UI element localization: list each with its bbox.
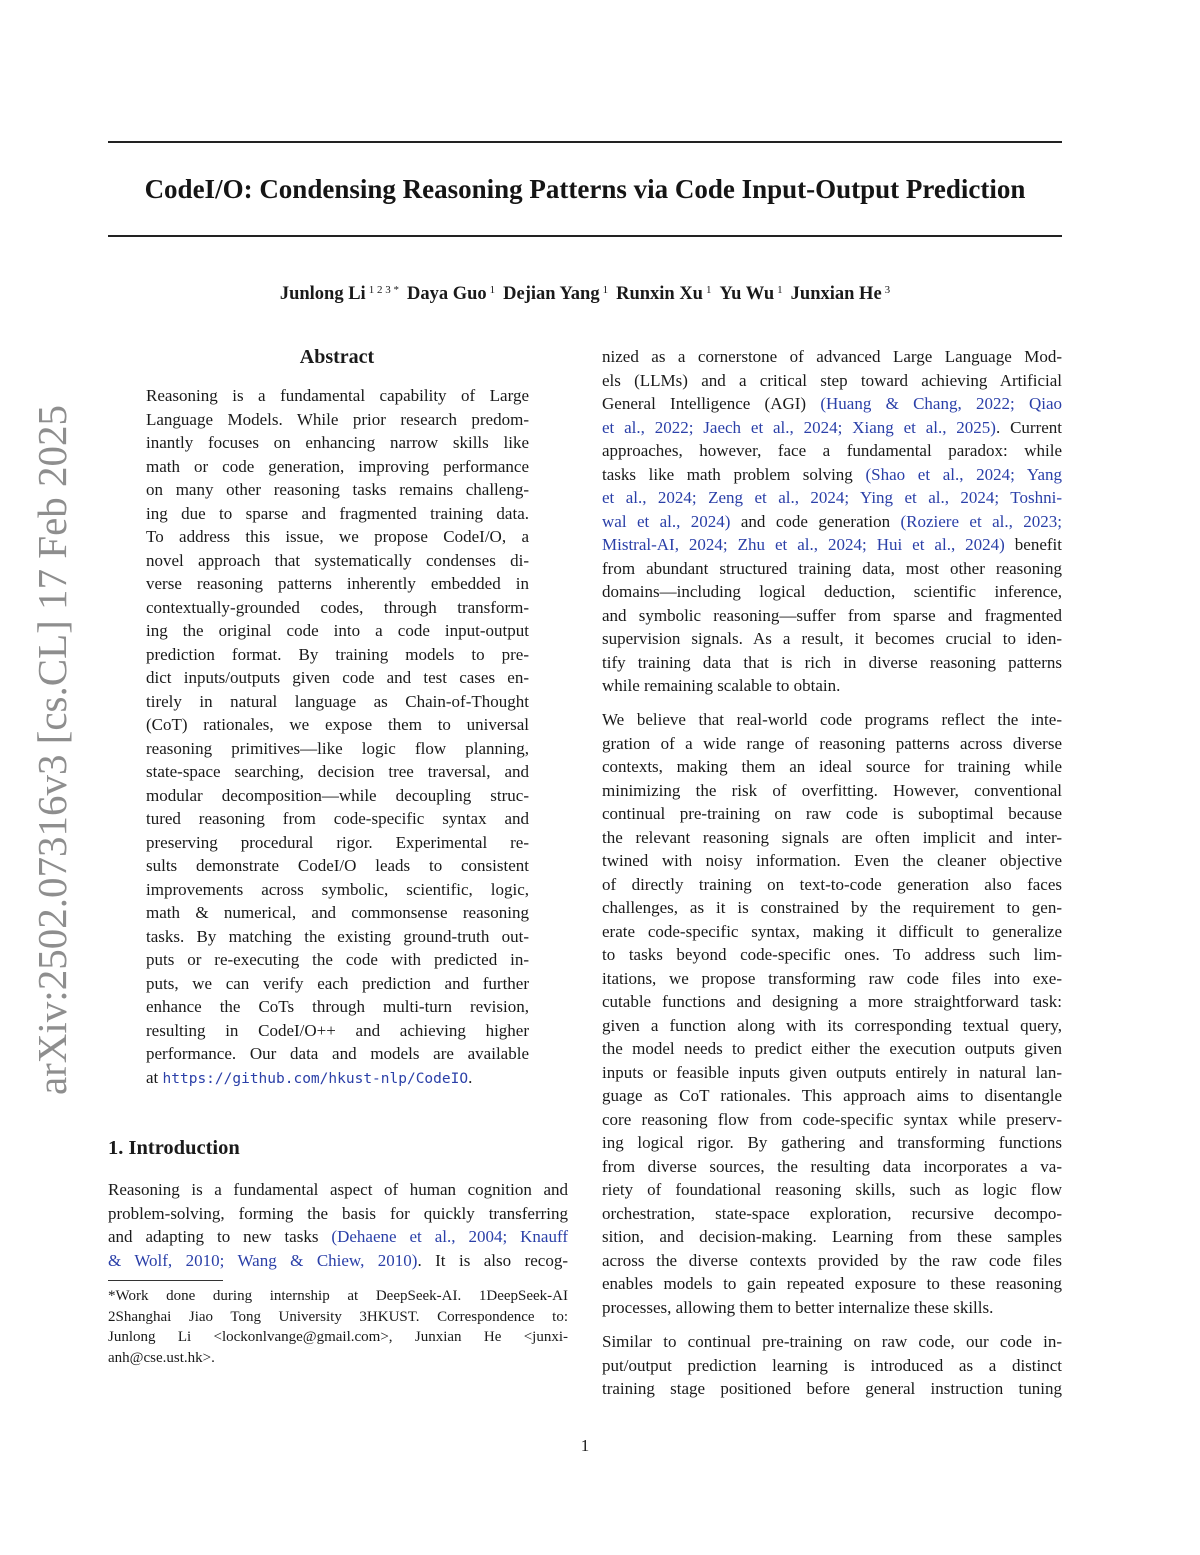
text-line: itations, we propose transforming raw code files into exe- bbox=[602, 968, 1062, 988]
citation-link[interactable]: (Roziere et al., 2023; bbox=[900, 511, 1062, 531]
text-line: sults demonstrate CodeI/O leads to consistent bbox=[146, 856, 529, 875]
text-line: prediction format. By training models to pre- bbox=[146, 644, 529, 664]
title-rule-top bbox=[108, 141, 1062, 143]
text-line: puts, we can verify each prediction and further bbox=[146, 973, 529, 993]
text-line: tify training data that is rich in diverse reasoning patterns bbox=[602, 652, 1062, 672]
text-line: twined with noisy information. Even the cleaner objective bbox=[602, 851, 1062, 870]
author-name-text: Junlong Li bbox=[279, 284, 366, 304]
citation-link[interactable]: Xiang et al., 2025) bbox=[852, 417, 996, 437]
author-name-text: Runxin Xu bbox=[616, 284, 703, 304]
footnote-divider bbox=[108, 1280, 223, 1281]
text-line: ing the original code into a code input-output bbox=[146, 621, 529, 640]
text-line: given a function along with its corresponding textual query, bbox=[602, 1015, 1062, 1035]
text-line: state-space searching, decision tree traversal, and bbox=[146, 762, 529, 781]
text-line: improvements across symbolic, scientific, logic, bbox=[146, 879, 529, 899]
citation-link[interactable]: Toshni- bbox=[1010, 488, 1062, 507]
text-fragment: . bbox=[468, 1067, 473, 1087]
text-line: domains—including logical deduction, scientific inference, bbox=[602, 582, 1062, 601]
author-name bbox=[719, 277, 782, 307]
footnote-line: 2Shanghai Jiao Tong University 3HKUST. Correspondence to: bbox=[108, 1308, 568, 1325]
text-line: contexts, making them an ideal source for training while bbox=[602, 757, 1062, 776]
author-name-text: Junxian He bbox=[790, 284, 882, 304]
citation-link[interactable]: Wang & Chiew, 2010) bbox=[237, 1250, 418, 1270]
footnote-line: anh@cse.ust.hk>. bbox=[108, 1349, 215, 1366]
abstract-heading: Abstract bbox=[299, 346, 375, 368]
title-rule-bottom bbox=[108, 235, 1062, 237]
text-line: Similar to continual pre-training on raw code, our code in- bbox=[602, 1332, 1062, 1351]
citation-link[interactable]: Qiao bbox=[1028, 394, 1062, 413]
citation-link[interactable]: Jaech et al., 2024; bbox=[703, 417, 843, 437]
text-line: ing due to sparse and fragmented training data. bbox=[146, 503, 529, 523]
text-line bbox=[146, 1066, 529, 1090]
citation-link[interactable]: et al., 2024; bbox=[602, 488, 697, 507]
text-line: preserving procedural rigor. Experimental re- bbox=[146, 832, 529, 852]
text-line: tasks like math problem solving (Shao et al., 2024; Yang bbox=[602, 464, 1063, 484]
text-line: To address this issue, we propose CodeI/O, a bbox=[146, 527, 529, 546]
text-line: erate code-specific syntax, making it difficult to generalize bbox=[602, 921, 1062, 941]
section-heading-introduction: 1. Introduction bbox=[108, 1137, 240, 1159]
text-line: math or code generation, improving performance bbox=[146, 456, 529, 476]
author-list bbox=[108, 277, 1062, 307]
citation-link[interactable]: Knauff bbox=[520, 1227, 568, 1246]
author-name bbox=[791, 277, 890, 307]
citation-link[interactable]: Mistral-AI, 2024; bbox=[602, 535, 728, 554]
abstract-body bbox=[146, 384, 529, 1089]
text-line: (CoT) rationales, we expose them to universal bbox=[146, 715, 529, 734]
author-affiliation-marker: 1 bbox=[489, 284, 496, 296]
citation-link[interactable]: (Shao et al., 2024; bbox=[865, 464, 1015, 484]
text-line: performance. Our data and models are available bbox=[146, 1044, 529, 1063]
text-line: sition, and decision-making. Learning from these samples bbox=[602, 1227, 1062, 1246]
author-name bbox=[503, 277, 608, 307]
text-line: from abundant structured training data, most other reasoning bbox=[602, 558, 1062, 578]
text-line: guage as CoT rationales. This approach aims to disentangle bbox=[602, 1086, 1062, 1105]
arxiv-identifier[interactable]: arXiv:2502.07316v3 [cs.CL] 17 Feb 2025 bbox=[29, 404, 75, 1096]
text-line: orchestration, state-space exploration, recursive decompo- bbox=[602, 1203, 1062, 1223]
footnote-line: *Work done during internship at DeepSeek-AI. 1DeepSeek-AI bbox=[108, 1288, 568, 1304]
author-name bbox=[280, 277, 399, 307]
text-line: continual pre-training on raw code is suboptimal because bbox=[602, 804, 1062, 823]
citation-link[interactable]: wal et al., 2024) bbox=[602, 511, 731, 531]
citation-link[interactable]: (Huang & Chang, 2022; bbox=[820, 394, 1015, 413]
text-line: tasks. By matching the existing ground-truth out- bbox=[146, 926, 529, 946]
citation-link[interactable]: Ying et al., 2024; bbox=[859, 488, 1000, 507]
text-line: the relevant reasoning signals are often implicit and inter- bbox=[602, 827, 1062, 847]
text-line: core reasoning flow from code-specific syntax while preserv- bbox=[602, 1109, 1062, 1129]
text-line: Language Models. While prior research predom- bbox=[146, 409, 529, 429]
text-line: inputs or feasible inputs given outputs entirely in natural lan- bbox=[602, 1062, 1062, 1082]
text-line: while remaining scalable to obtain. bbox=[602, 676, 841, 695]
text-line: novel approach that systematically condenses di- bbox=[146, 550, 529, 570]
text-line: General Intelligence (AGI) (Huang & Chang, 2022; Qiao bbox=[602, 394, 1062, 413]
citation-link[interactable]: Yang bbox=[1026, 464, 1063, 484]
right-column-paragraph-2 bbox=[602, 708, 1062, 1319]
text-line: modular decomposition—while decoupling struc- bbox=[146, 785, 529, 805]
text-fragment: at bbox=[146, 1067, 163, 1087]
footnote bbox=[108, 1286, 568, 1368]
text-line: riety of foundational reasoning skills, such as logic flow bbox=[602, 1180, 1062, 1199]
author-affiliation-marker: 3 bbox=[884, 284, 891, 296]
text-line: reasoning primitives—like logic flow planning, bbox=[146, 738, 529, 758]
citation-link[interactable]: Zeng et al., 2024; bbox=[708, 488, 850, 507]
text-line: resulting in CodeI/O++ and achieving higher bbox=[146, 1020, 529, 1040]
text-line: els (LLMs) and a critical step toward achieving Artificial bbox=[602, 370, 1062, 390]
text-line: puts or re-executing the code with predicted in- bbox=[146, 950, 529, 969]
right-column-paragraph-3 bbox=[602, 1330, 1062, 1401]
text-line: gration of a wide range of reasoning patterns across diverse bbox=[602, 733, 1062, 753]
text-line: put/output prediction learning is introduced as a distinct bbox=[602, 1355, 1062, 1375]
text-line: on many other reasoning tasks remains challeng- bbox=[146, 480, 529, 499]
text-line: challenges, as it is constrained by the requirement to gen- bbox=[602, 898, 1062, 917]
text-line: & Wolf, 2010; Wang & Chiew, 2010). It is also recog- bbox=[108, 1250, 568, 1270]
text-line: verse reasoning patterns inherently embedded in bbox=[146, 574, 529, 593]
text-line: tirely in natural language as Chain-of-Thought bbox=[146, 691, 529, 711]
citation-link[interactable]: et al., 2022; bbox=[602, 417, 694, 437]
author-affiliation-marker: 1 2 3 * bbox=[368, 284, 399, 296]
text-line: processes, allowing them to better internalize these skills. bbox=[602, 1297, 994, 1317]
text-line: Reasoning is a fundamental capability of Large bbox=[146, 386, 529, 405]
author-name bbox=[407, 277, 495, 307]
text-line: to tasks beyond code-specific ones. To address such lim- bbox=[602, 945, 1062, 964]
page-number: 1 bbox=[580, 1436, 590, 1455]
author-affiliation-marker: 1 bbox=[602, 284, 609, 296]
text-line: across the diverse contexts provided by the raw code files bbox=[602, 1250, 1062, 1270]
text-line: et al., 2022; Jaech et al., 2024; Xiang et al., 2025). Current bbox=[602, 417, 1062, 437]
text-line: math & numerical, and commonsense reasoning bbox=[146, 903, 529, 922]
text-line: problem-solving, forming the basis for quickly transferring bbox=[108, 1203, 568, 1223]
text-line: cutable functions and designing a more straightforward task: bbox=[602, 992, 1062, 1011]
text-line: approaches, however, face a fundamental paradox: while bbox=[602, 441, 1062, 460]
text-line: and adapting to new tasks (Dehaene et al., 2004; Knauff bbox=[108, 1227, 568, 1246]
text-line: the model needs to predict either the execution outputs given bbox=[602, 1039, 1062, 1058]
text-line: inantly focuses on enhancing narrow skills like bbox=[146, 433, 529, 452]
text-line bbox=[602, 486, 1062, 510]
text-line: supervision signals. As a result, it becomes crucial to iden- bbox=[602, 629, 1062, 648]
github-link[interactable]: https://github.com/hkust-nlp/CodeIO bbox=[162, 1070, 469, 1087]
author-name-text: Yu Wu bbox=[719, 284, 775, 304]
text-line: enables models to gain repeated exposure to these reasoning bbox=[602, 1274, 1062, 1293]
citation-link[interactable]: & Wolf, 2010; bbox=[108, 1250, 225, 1270]
text-line: of directly training on text-to-code generation also faces bbox=[602, 874, 1062, 894]
text-line: We believe that real-world code programs reflect the inte- bbox=[602, 710, 1062, 729]
author-name bbox=[616, 277, 711, 307]
text-line: Reasoning is a fundamental aspect of human cognition and bbox=[108, 1180, 568, 1199]
text-line: Mistral-AI, 2024; Zhu et al., 2024; Hui et al., 2024) benefit bbox=[602, 535, 1063, 554]
text-line: nized as a cornerstone of advanced Large Language Mod- bbox=[602, 347, 1062, 366]
text-line: dict inputs/outputs given code and test cases en- bbox=[146, 668, 529, 687]
text-line: wal et al., 2024) and code generation (Roziere et al., 2023; bbox=[602, 511, 1062, 531]
author-name-text: Daya Guo bbox=[406, 284, 487, 304]
text-line: minimizing the risk of overfitting. However, conventional bbox=[602, 780, 1062, 800]
text-line: training stage positioned before general instruction tuning bbox=[602, 1379, 1062, 1398]
introduction-paragraph bbox=[108, 1178, 568, 1272]
text-line: and symbolic reasoning—suffer from sparse and fragmented bbox=[602, 605, 1062, 625]
author-affiliation-marker: 1 bbox=[777, 284, 783, 296]
citation-link[interactable]: Hui et al., 2024) bbox=[876, 535, 1005, 554]
text-line: contextually-grounded codes, through transform- bbox=[146, 597, 529, 617]
text-line: tured reasoning from code-specific syntax and bbox=[146, 809, 529, 828]
paper-title: CodeI/O: Condensing Reasoning Patterns via Code Input-Output Prediction bbox=[144, 174, 1026, 204]
citation-link[interactable]: Zhu et al., 2024; bbox=[737, 535, 867, 554]
text-line: from diverse sources, the resulting data incorporates a va- bbox=[602, 1156, 1062, 1176]
right-column-paragraph-1 bbox=[602, 345, 1062, 698]
footnote-line: Junlong Li <lockonlvange@gmail.com>, Junxian He <junxi- bbox=[108, 1329, 568, 1345]
citation-link[interactable]: (Dehaene et al., 2004; bbox=[331, 1227, 508, 1246]
author-name-text: Dejian Yang bbox=[503, 284, 600, 304]
text-line: enhance the CoTs through multi-turn revision, bbox=[146, 997, 529, 1016]
text-line: ing logical rigor. By gathering and transforming functions bbox=[602, 1133, 1062, 1152]
author-affiliation-marker: 1 bbox=[705, 284, 712, 296]
